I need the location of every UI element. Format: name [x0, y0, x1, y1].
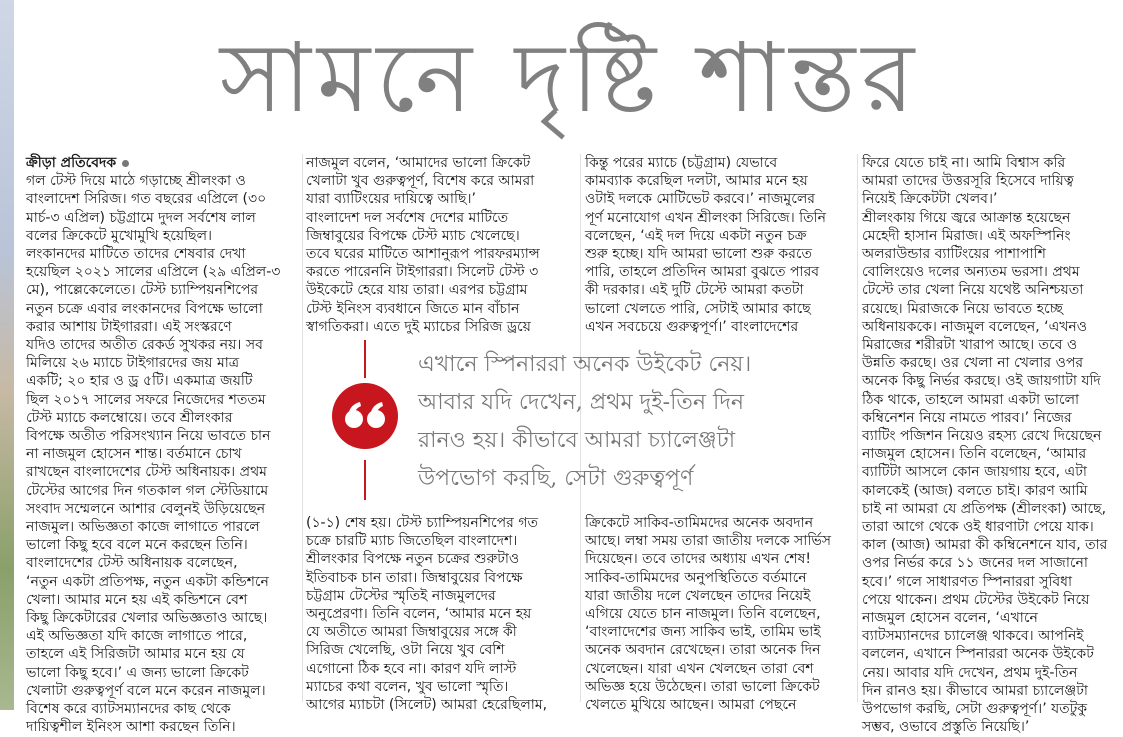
text-line: যে অতীতে আমরা জিম্বাবুয়ের সঙ্গে কী [306, 624, 517, 641]
pull-quote-text [418, 346, 850, 498]
text-line: কম্বিনেশন নিয়ে নামতে পারব।’ নিজের [862, 409, 1072, 426]
text-line: গল টেস্ট দিয়ে মাঠে গড়াচ্ছে শ্রীলংকা ও [26, 173, 246, 190]
text-line: সাকিব-তামিমদের অনুপস্থিতিতে বর্তমানে [585, 569, 807, 586]
text-line: নাজমুল। অভিজ্ঞতা কাজে লাগাতে পারলে [26, 519, 260, 536]
text-line: এই অভিজ্ঞতা যদি কাজে লাগাতে পারে, [26, 628, 248, 645]
text-line: ছিল ২০১৭ সালের সফরে নিজেদের শততম [26, 391, 266, 408]
text-line: এগোনো ঠিক হবে না। কারণ যদি লাস্ট [306, 660, 517, 677]
text-line: একটি; ২০ হার ও ড্র ৫টি। একমাত্র জয়টি [26, 373, 253, 390]
text-line: পেয়ে থাকেন। প্রথম টেস্টের উইকেট নিয়ে [862, 591, 1090, 608]
text-line: মার্চ-৩ এপ্রিল) চট্টগ্রামে দুদল সর্বশেষ লাল [26, 209, 256, 226]
text-line: খেলা। আমার মনে হয় এই কন্ডিশনে বেশ [26, 591, 248, 608]
text-line: বলের ক্রিকেটে মুখোমুখি হয়েছিল। [26, 227, 213, 244]
text-line: আছে। লম্বা সময় তারা জাতীয় দলকে সার্ভিস [585, 533, 832, 550]
text-line: যারা জাতীয় দলে খেলছেন তাদের নিয়েই [585, 587, 811, 604]
text-line: জিম্বাবুয়ের বিপক্ষে টেস্ট ম্যাচ খেলেছে। [306, 227, 520, 244]
adjacent-photo-strip [0, 0, 14, 710]
text-line: ভালো কিছু হবে।’ এ জন্য ভালো ক্রিকেট [26, 664, 249, 681]
text-line: এখন সবচেয়ে গুরুত্বপূর্ণ।’ বাংলাদেশের [585, 318, 799, 335]
text-line: পূর্ণ মনোযোগ এখন শ্রীলংকা সিরিজে। তিনি [585, 209, 827, 226]
text-line: কালকেই (আজ) বলতে চাই। কারণ আমি [862, 482, 1088, 499]
text-line: দায়িত্বশীল ইনিংস আশা করছেন তিনি। [26, 719, 236, 736]
text-line: ওপর নির্ভর করে ১১ জনের দল সাজানো [862, 555, 1088, 572]
text-line: রাখছেন বাংলাদেশের টেস্ট অধিনায়ক। প্রথম [26, 464, 267, 481]
text-line: অনুপ্রেরণা। তিনি বলেন, ‘আমার মনে হয় [306, 606, 532, 623]
text-line: ঠিক থাকে, তাহলে আমরা একটা ভালো [862, 391, 1080, 408]
text-line: হয়েছিল ২০২১ সালের এপ্রিলে (২৯ এপ্রিল-৩ [26, 264, 281, 281]
text-line: দিয়েছেন। তবে তাদের অধ্যায় এখন শেষ! [585, 551, 811, 568]
text-line: টেস্টে তার খেলা নিয়ে যথেষ্ট অনিশ্চয়তা [862, 282, 1084, 299]
text-line: ফিরে যেতে চাই না। আমি বিশ্বাস করি [862, 155, 1066, 171]
text-line: হবে।’ গলে সাধারণত স্পিনাররা সুবিধা [862, 573, 1073, 590]
text-line: সংবাদ সম্মেলনে আশার বেলুনই উড়িয়েছেন [26, 500, 266, 517]
text-line: সিরিজ খেলেছি, ওটা নিয়ে খুব বেশি [306, 642, 505, 659]
text-line: বিশেষ করে ব্যাটসম্যানদের কাছ থেকে [26, 701, 231, 718]
text-line: শুরু হচ্ছে। যদি আমরা ভালো শুরু করতে [585, 246, 813, 263]
text-line: শ্রীলংকার বিপক্ষে নতুন চক্রের শুরুটাও [306, 551, 520, 568]
text-line: ব্যাটিটা আসলে কোন জায়গায় হবে, এটা [862, 464, 1087, 481]
text-line: করার আশায় টাইগাররা। এই সংস্করণে [26, 318, 232, 335]
text-line: রয়েছে। মিরাজকে নিয়ে ভাবতে হচ্ছে [862, 300, 1063, 317]
article-column-4 [862, 154, 1120, 736]
text-line: দিন রানও হয়। কীভাবে আমরা চ্যালেঞ্জটা [862, 682, 1088, 699]
text-line: বলেছেন, ‘এই দল দিয়ে একটা নতুন চক্র [585, 227, 807, 244]
text-line: ‘বাংলাদেশের জন্য সাকিব ভাই, তামিম ভাই [585, 624, 821, 641]
text-line: ম্যাচের কথা বলেন, খুব ভালো স্মৃতি। [306, 678, 509, 695]
quote-rule-top [364, 340, 366, 378]
column-divider [857, 154, 858, 702]
text-line: মেহেদী হাসান মিরাজ। এই অফস্পিনিং [862, 227, 1071, 244]
text-line: উইকেটে হেরে যায় তারা। এরপর চট্টগ্রাম [306, 282, 528, 299]
text-line: বাংলাদেশ সিরিজ। গত বছরের এপ্রিলে (৩০ [26, 191, 267, 208]
text-line: চক্রে চারটি ম্যাচ জিতেছিল বাংলাদেশ। [306, 533, 518, 550]
text-line: ভালো খেলতে পারি, সেটাই আমার কাছে [585, 300, 811, 317]
quote-mark-icon [332, 383, 398, 449]
text-line: ভালো কিছু হবে বলে মনে করছেন তিনি। [26, 537, 248, 554]
text-line: উপভোগ করছি, সেটা গুরুত্বপূর্ণ [418, 466, 694, 491]
text-line: যারা ব্যাটিংয়ের দায়িত্বে আছি।’ [306, 191, 476, 208]
text-line: তারা আগে থেকে ওই ধারণাটা পেয়ে যাক। [862, 519, 1094, 536]
text-line: বিপক্ষে অতীত পরিসংখ্যান নিয়ে ভাবতে চান [26, 428, 271, 445]
text-line: অধিনায়ককে। নাজমুল বলেছেন, ‘এখনও [862, 318, 1088, 335]
text-line: রানও হয়। কীভাবে আমরা চ্যালেঞ্জটা [418, 428, 736, 453]
text-line: টেস্ট ম্যাচে কলম্বোয়ে। তবে শ্রীলংকার [26, 409, 233, 426]
text-line: (১-১) শেষ হয়। টেস্ট চ্যাম্পিয়নশিপের গত [306, 515, 539, 531]
text-line: তাহলে এই সিরিজটা আমার মনে হয় যে [26, 646, 245, 663]
text-line: খেলেছেন। যারা এখন খেলছেন তারা বেশ [585, 660, 814, 677]
text-line: লংকানদের মাটিতে তাদের শেষবার দেখা [26, 246, 246, 263]
text-line: বাংলাদেশের টেস্ট অধিনায়ক বলেছেন, [26, 555, 238, 572]
article-column-3-bottom [585, 514, 853, 714]
text-line: চাই না আমরা যে প্রতিপক্ষ (শ্রীলংকা) আছে, [862, 500, 1107, 517]
article-column-2-top [306, 154, 574, 334]
text-line: বললেন, এখানে স্পিনাররা অনেক উইকেট [862, 646, 1094, 663]
byline: ক্রীড়া প্রতিবেদক [26, 154, 298, 172]
text-line: খেলাটা খুব গুরুত্বপূর্ণ, বিশেষ করে আমরা [306, 173, 535, 190]
text-line: কাল (আজ) আমরা কী কম্বিনেশনে যাব, তার [862, 537, 1108, 554]
text-line: খেলতে মুখিয়ে আছেন। আমরা পেছনে [585, 697, 797, 714]
text-line: ওটাই দলকে মোটিভেট করবে।’ নাজমুলের [585, 191, 815, 208]
text-line: টেস্ট ইনিংস ব্যবধানে জিতে মান বাঁচান [306, 300, 520, 317]
article-column-3-top [585, 154, 853, 334]
text-line: নাজমুল হোসেন। তিনি বলেছেন, ‘আমার [862, 446, 1087, 463]
text-line: এগিয়ে যেতে চান নাজমুল। তিনি বলেছেন, [585, 606, 821, 623]
text-line: ক্রিকেটে সাকিব-তামিমদের অনেক অবদান [585, 515, 814, 531]
text-line: সম্ভব, ওভাবে প্রস্তুতি নিয়েছি।’ [862, 719, 1030, 736]
text-line: অভিজ্ঞ হয়ে উঠেছেন। তারা ভালো ক্রিকেট [585, 678, 820, 695]
text-line: নাজমুল বলেন, ‘আমাদের ভালো ক্রিকেট [306, 155, 531, 171]
text-line: না নাজমুল হোসেন শান্ত। বর্তমানে চোখ [26, 446, 242, 463]
text-line: ‘নতুন একটা প্রতিপক্ষ, নতুন একটা কন্ডিশনে [26, 573, 269, 590]
text-line: কিছু ক্রিকেটারের খেলার অভিজ্ঞতাও আছে। [26, 610, 268, 627]
headline: সামনে দৃষ্টি শান্তর [219, 22, 921, 134]
text-line: নাজমুল হোসেন বলেন, ‘এখানে [862, 610, 1038, 627]
text-line: পারি, তাহলে প্রতিদিন আমরা বুঝতে পারব [585, 264, 820, 281]
text-line: মে), পাল্লেকেলেতে। টেস্ট চ্যাম্পিয়নশিপের [26, 282, 259, 299]
text-line: বোলিংয়েও দলের অন্যতম ভরসা। প্রথম [862, 264, 1080, 281]
text-line: চট্টগ্রাম টেস্টের স্মৃতিই নাজমুলদের [306, 587, 496, 604]
text-line: আবার যদি দেখেন, প্রথম দুই-তিন দিন [418, 390, 745, 415]
text-line: নতুন চক্রে এবার লংকানদের বিপক্ষে ভালো [26, 300, 263, 317]
text-line: করতে পারেননি টাইগাররা। সিলেট টেস্ট ৩ [306, 264, 539, 281]
text-line: মিরাজের শরীরটা খারাপ আছে। তবে ও [862, 337, 1078, 354]
text-line: তবে ঘরের মাটিতে আশানুরূপ পারফরম্যান্স [306, 246, 540, 263]
text-line: ব্যাটসম্যানদের চ্যালেঞ্জ থাকবে। আপনিই [862, 628, 1084, 645]
text-line: এখানে স্পিনাররা অনেক উইকেট নেয়। [418, 352, 752, 377]
text-line: আগের ম্যাচটা (সিলেট) আমরা হেরেছিলাম, [306, 697, 548, 714]
text-line: উন্নতি করছে। ওর খেলা না খেলার ওপর [862, 355, 1084, 372]
text-line: নেয়। আবার যদি দেখেন, প্রথম দুই-তিন [862, 664, 1078, 681]
text-line: বাংলাদেশ দল সর্বশেষ দেশের মাটিতে [306, 209, 509, 226]
text-line: অনেক কিছু নির্ভর করছে। ওই জায়গাটা যদি [862, 373, 1101, 390]
text-line: স্বাগতিকরা। এতে দুই ম্যাচের সিরিজ ড্রয়ে [306, 318, 531, 335]
text-line: অনেক অবদান রেখেছেন। তারা অনেক দিন [585, 642, 821, 659]
text-line: কামব্যাক করেছিল দলটা, আমার মনে হয় [585, 173, 808, 190]
article-column-1 [26, 154, 298, 736]
quote-rule-bottom [364, 460, 366, 500]
text-line: শ্রীলংকায় গিয়ে জ্বরে আক্রান্ত হয়েছেন [862, 209, 1071, 226]
text-line: ইতিবাচক চান তারা। জিম্বাবুয়ের বিপক্ষে [306, 569, 523, 586]
text-line: অলরাউন্ডার ব্যাটিংয়ের পাশাপাশি [862, 246, 1046, 263]
text-line: খেলাটা গুরুত্বপূর্ণ বলে মনে করেন নাজমুল। [26, 682, 266, 699]
text-line: ব্যাটিং পজিশন নিয়েও রহস্য রেখে দিয়েছেন [862, 428, 1102, 445]
text-line: যদিও তাদের অতীত রেকর্ড সুখকর নয়। সব [26, 337, 263, 354]
text-line: কী দরকার। এই দুটি টেস্টে আমরা কতটা [585, 282, 804, 299]
text-line: উপভোগ করছি, সেটা গুরুত্বপূর্ণ।’ যতটুকু [862, 701, 1088, 718]
article-column-2-bottom [306, 514, 574, 714]
text-line: নিয়েই ক্রিকেটটা খেলব।’ [862, 191, 998, 208]
text-line: আমরা তাদের উত্তরসূরি হিসেবে দায়িত্ব [862, 173, 1074, 190]
text-line: টেস্টের আগের দিন গতকাল গল স্টেডিয়ামে [26, 482, 269, 499]
text-line: মিলিয়ে ২৬ ম্যাচে টাইগারদের জয় মাত্র [26, 355, 240, 372]
column-divider [302, 154, 303, 702]
bullet-dot-icon [122, 160, 129, 167]
pull-quote [318, 340, 854, 506]
text-line: কিন্তু পরের ম্যাচে (চট্টগ্রাম) যেভাবে [585, 155, 778, 171]
